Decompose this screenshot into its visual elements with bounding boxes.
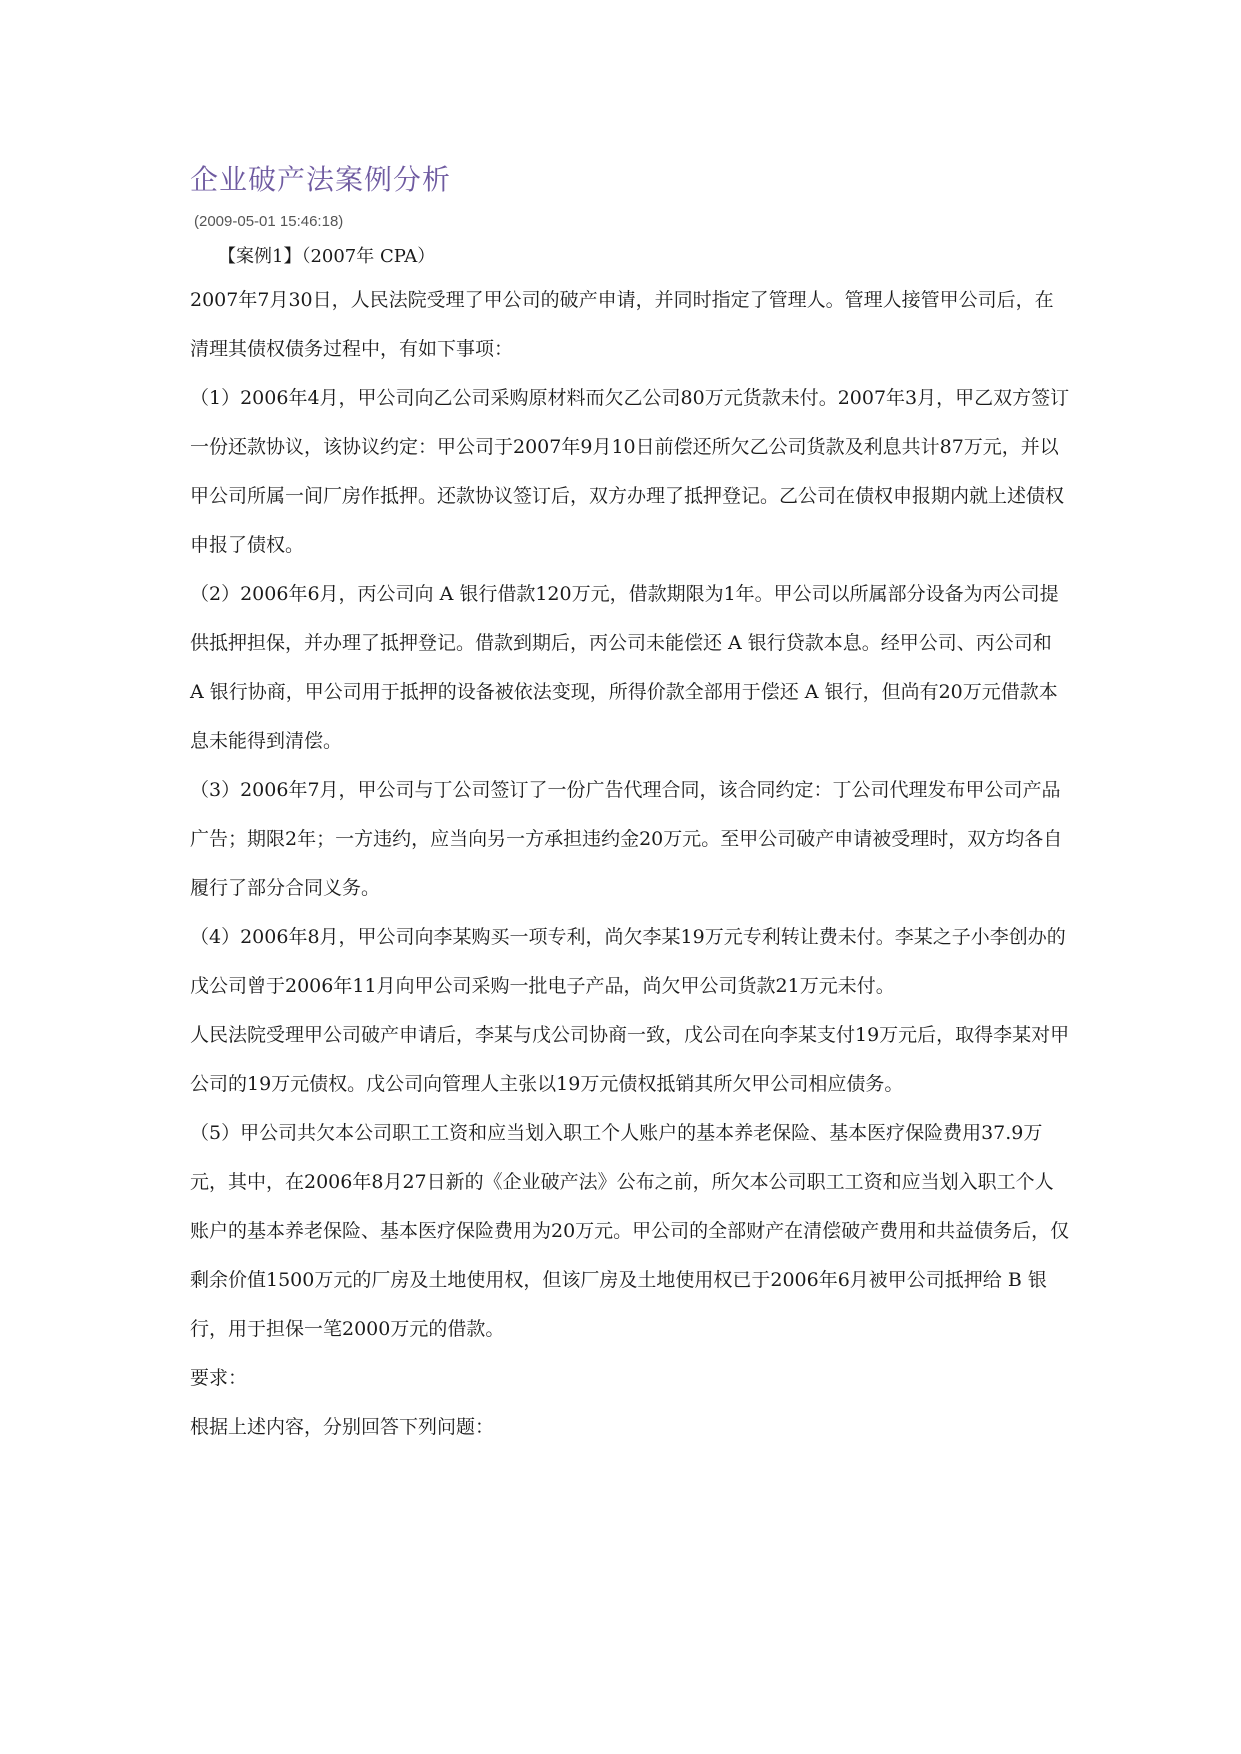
paragraph-questions-intro: 根据上述内容，分别回答下列问题： <box>190 1416 495 1438</box>
paragraph-requirements-heading: 要求： <box>190 1367 248 1389</box>
paragraph-item-4-continued: 人民法院受理甲公司破产申请后，李某与戊公司协商一致，戊公司在向李某支付19万元后，取得李某对甲公司的19万元债权。戊公司向管理人主张以19万元债权抵销其所欠甲公司相应债务。 <box>190 1024 1070 1095</box>
publish-timestamp: (2009-05-01 15:46:18) <box>194 213 344 230</box>
paragraph-item-1: （1）2006年4月，甲公司向乙公司采购原材料而欠乙公司80万元货款未付。2007年3月，甲乙双方签订一份还款协议，该协议约定：甲公司于2007年9月10日前偿还所欠乙公司货款及利息共计87万元，并以甲公司所属一间厂房作抵押。还款协议签订后，双方办理了抵押登记。乙公司在债权申报期内就上述债权申报了债权。 <box>190 387 1070 556</box>
paragraph-item-4: （4）2006年8月，甲公司向李某购买一项专利，尚欠李某19万元专利转让费未付。李某之子小李创办的戊公司曾于2006年11月向甲公司采购一批电子产品，尚欠甲公司货款21万元未付。 <box>190 926 1066 997</box>
paragraph-item-2: （2）2006年6月，丙公司向 A 银行借款120万元，借款期限为1年。甲公司以所属部分设备为丙公司提供抵押担保，并办理了抵押登记。借款到期后，丙公司未能偿还 A 银行贷款本息。经甲公司、丙公司和 A 银行协商，甲公司用于抵押的设备被依法变现，所得价款全部用于偿还 A 银行，但尚有20万元借款本息未能得到清偿。 <box>190 583 1059 752</box>
paragraph-item-3: （3）2006年7月，甲公司与丁公司签订了一份广告代理合同，该合同约定：丁公司代理发布甲公司产品广告；期限2年；一方违约，应当向另一方承担违约金20万元。至甲公司破产申请被受理时，双方均各自履行了部分合同义务。 <box>190 779 1063 899</box>
paragraph-item-5: （5）甲公司共欠本公司职工工资和应当划入职工个人账户的基本养老保险、基本医疗保险费用37.9万元，其中，在2006年8月27日新的《企业破产法》公布之前，所欠本公司职工工资和应当划入职工个人账户的基本养老保险、基本医疗保险费用为20万元。甲公司的全部财产在清偿破产费用和共益债务后，仅剩余价值1500万元的厂房及土地使用权，但该厂房及土地使用权已于2006年6月被甲公司抵押给 B 银行，用于担保一笔2000万元的借款。 <box>190 1122 1070 1340</box>
article-title: 企业破产法案例分析 <box>190 163 452 196</box>
case-label: 【案例1】（2007年 CPA） <box>218 246 436 267</box>
paragraph-intro: 2007年7月30日，人民法院受理了甲公司的破产申请，并同时指定了管理人。管理人接管甲公司后，在清理其债权债务过程中，有如下事项： <box>190 289 1054 360</box>
article-body <box>190 160 1070 1452</box>
